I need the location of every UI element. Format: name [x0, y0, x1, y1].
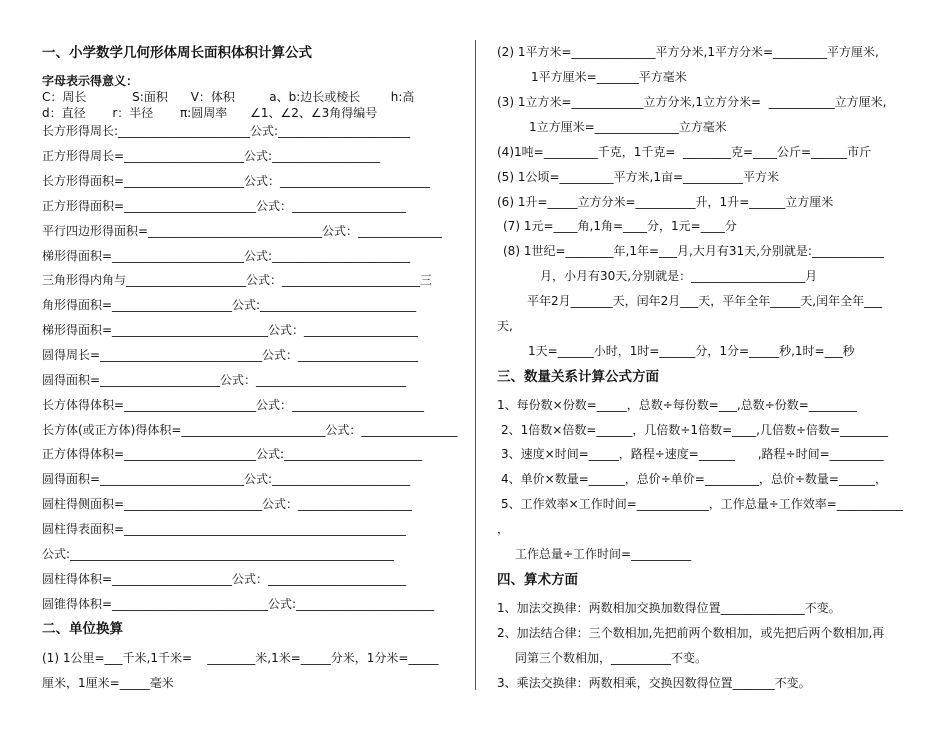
- formula-line: 梯形得面积=______________________公式:_______________________: [42, 249, 411, 263]
- quantity-line: 工作总量÷工作时间=__________: [515, 547, 692, 561]
- arith-line: 3、乘法交换律：两数相乘，交换因数得位置_______不变。: [497, 676, 811, 690]
- formula-line: 正方形得面积=______________________公式：___________________: [42, 199, 407, 213]
- quantity-line: 4、单价×数量=______，总价÷单价=_________，总价÷数量=______，: [501, 472, 887, 486]
- formula-line: 圆柱得侧面积=_______________________公式：___________________: [42, 497, 413, 511]
- quantity-line: ，: [497, 522, 510, 536]
- formula-line: 圆柱得体积=____________________公式：_______________________: [42, 572, 407, 586]
- unit-line: (2) 1平方米=______________平方分米,1平方分米=_________平方厘米,: [497, 45, 879, 59]
- section-heading-quantity: 三、数量关系计算公式方面: [497, 369, 659, 385]
- legend-title: 字母表示得意义：: [42, 74, 139, 88]
- formula-line: 公式:______________________________________________________: [42, 547, 395, 561]
- quantity-line: 5、工作效率×工作时间=____________，工作总量÷工作效率=___________: [501, 497, 903, 511]
- column-divider: [475, 40, 476, 690]
- formula-line: 长方形得周长:______________________公式:______________________: [42, 124, 411, 138]
- unit-line: 1平方厘米=_______平方毫米: [531, 70, 687, 84]
- unit-line: 厘米，1厘米=_____毫米: [42, 676, 174, 690]
- unit-line: 月，小月有30天,分别就是：___________________月: [540, 269, 818, 283]
- unit-line: (3) 1立方米=____________立方分米,1立方分米= ___________立方厘米,: [497, 95, 887, 109]
- formula-line: 圆得周长=___________________________公式：____________________: [42, 348, 419, 362]
- quantity-line: 2、1倍数×倍数=______，几倍数÷1倍数=____,几倍数÷倍数=________: [501, 423, 889, 437]
- formula-line: 三角形得内角与____________________公式：_______________________三: [42, 273, 433, 287]
- quantity-line: 1、每份数×份数=_____，总数÷每份数=___,总数÷份数=________: [497, 398, 857, 412]
- arith-line: 同第三个数相加，__________不变。: [515, 651, 708, 665]
- unit-line: (4)1吨=_________千克，1千克= ________克=____公斤=______市斤: [497, 145, 872, 159]
- unit-line: 天,: [497, 319, 513, 333]
- arith-line: 1、加法交换律：两数相加交换加数得位置______________不变。: [497, 601, 841, 615]
- formula-line: 角形得面积=____________________公式:__________________________: [42, 298, 417, 312]
- section-heading-geometry: 一、小学数学几何形体周长面积体积计算公式: [42, 45, 312, 61]
- unit-line: (5) 1公顷=_________平方米,1亩=__________平方米: [497, 170, 780, 184]
- formula-line: 长方体(或正方体)得体积=________________________公式：________________: [42, 423, 458, 437]
- formula-line: 圆得面积=________________________公式:_______________________: [42, 472, 411, 486]
- arith-line: 2、加法结合律：三个数相加,先把前两个数相加，或先把后两个数相加,再: [497, 626, 885, 640]
- legend-row: d：直径 r：半径 π:圆周率 ∠1、∠2、∠3角得编号: [42, 106, 378, 120]
- formula-line: 正方形得周长=____________________公式:__________________: [42, 149, 381, 163]
- quantity-line: 3、速度×时间=_____，路程÷速度=______ ,路程÷时间=_________: [501, 447, 884, 461]
- section-heading-units: 二、单位换算: [42, 621, 123, 637]
- formula-line: 正方体得体积=______________________公式:_______________________: [42, 447, 423, 461]
- unit-line: (8) 1世纪=________年,1年=___月,大月有31天,分别就是:____________: [503, 244, 884, 258]
- section-heading-arithmetic: 四、算术方面: [497, 572, 578, 588]
- unit-line: 1立方厘米=______________立方毫米: [529, 120, 727, 134]
- formula-line: 长方形得面积=____________________公式：_________________________: [42, 174, 431, 188]
- formula-line: 圆得面积=____________________公式：_________________________: [42, 373, 407, 387]
- unit-line: (7) 1元=____角,1角=____分，1元=____分: [503, 219, 737, 233]
- unit-line: (1) 1公里=___千米,1千米= ________米,1米=_____分米，1分米=_____: [42, 651, 439, 665]
- legend-row: C：周长 S:面积 V：体积 a、b:边长或棱长 h:高: [42, 90, 415, 104]
- unit-line: 1天=______小时，1时=______分，1分=_____秒,1时=___秒: [528, 344, 855, 358]
- formula-line: 梯形得面积=__________________________公式：___________________: [42, 323, 419, 337]
- unit-line: 平年2月_______天，闰年2月___天，平年全年_____天,闰年全年___: [527, 294, 883, 308]
- formula-line: 圆锥得体积=__________________________公式:_______________________: [42, 597, 435, 611]
- formula-line: 圆柱得表面积=_______________________________________________: [42, 522, 407, 536]
- formula-line: 长方体得体积=______________________公式：______________________: [42, 398, 425, 412]
- unit-line: (6) 1升=_____立方分米=__________升，1升=______立方厘米: [497, 195, 834, 209]
- formula-line: 平行四边形得面积=_____________________________公式：______________: [42, 224, 443, 238]
